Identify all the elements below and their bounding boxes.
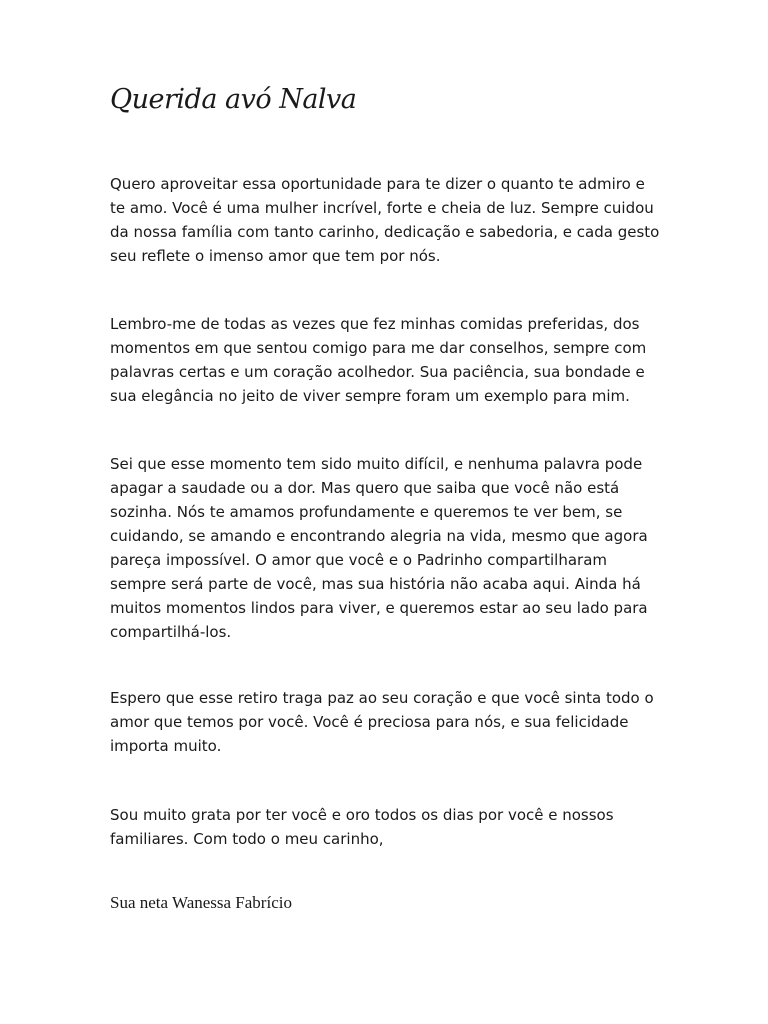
letter-paragraph-2: Lembro-me de todas as vezes que fez minhas comidas preferidas, dos momentos em que sentou comigo para me dar conselhos, sempre com palavras certas e um coração acolhedor. Sua paciência, sua bondade e sua elegância no jeito de viver sempre foram um exemplo para mim.	[110, 315, 647, 405]
letter-paragraph-4: Espero que esse retiro traga paz ao seu coração e que você sinta todo o amor que temos por você. Você é preciosa para nós, e sua felicidade importa muito.	[110, 689, 654, 755]
letter-paragraph-5: Sou muito grata por ter você e oro todos os dias por você e nossos familiares. Com todo o meu carinho,	[110, 806, 614, 848]
letter-paragraph-1: Quero aproveitar essa oportunidade para te dizer o quanto te admiro e te amo. Você é uma mulher incrível, forte e cheia de luz. Sempre cuidou da nossa família com tanto carinho, dedicação e sabedoria, e cada gesto seu reflete o imenso amor que tem por nós.	[110, 175, 660, 265]
letter-salutation: Querida avó Nalva	[110, 84, 357, 115]
letter-paragraph-3: Sei que esse momento tem sido muito difícil, e nenhuma palavra pode apagar a saudade ou a dor. Mas quero que saiba que você não está sozinha. Nós te amamos profundamente e queremos te ver bem, se cuidando, se amando e encontrando alegria na vida, mesmo que agora pareça impossível. O amor que você e o Padrinho compartilharam sempre será parte de você, mas sua história não acaba aqui. Ainda há muitos momentos lindos para viver, e queremos estar ao seu lado para compartilhá-los.	[110, 455, 648, 641]
letter-signature: Sua neta Wanessa Fabrício	[110, 893, 292, 912]
